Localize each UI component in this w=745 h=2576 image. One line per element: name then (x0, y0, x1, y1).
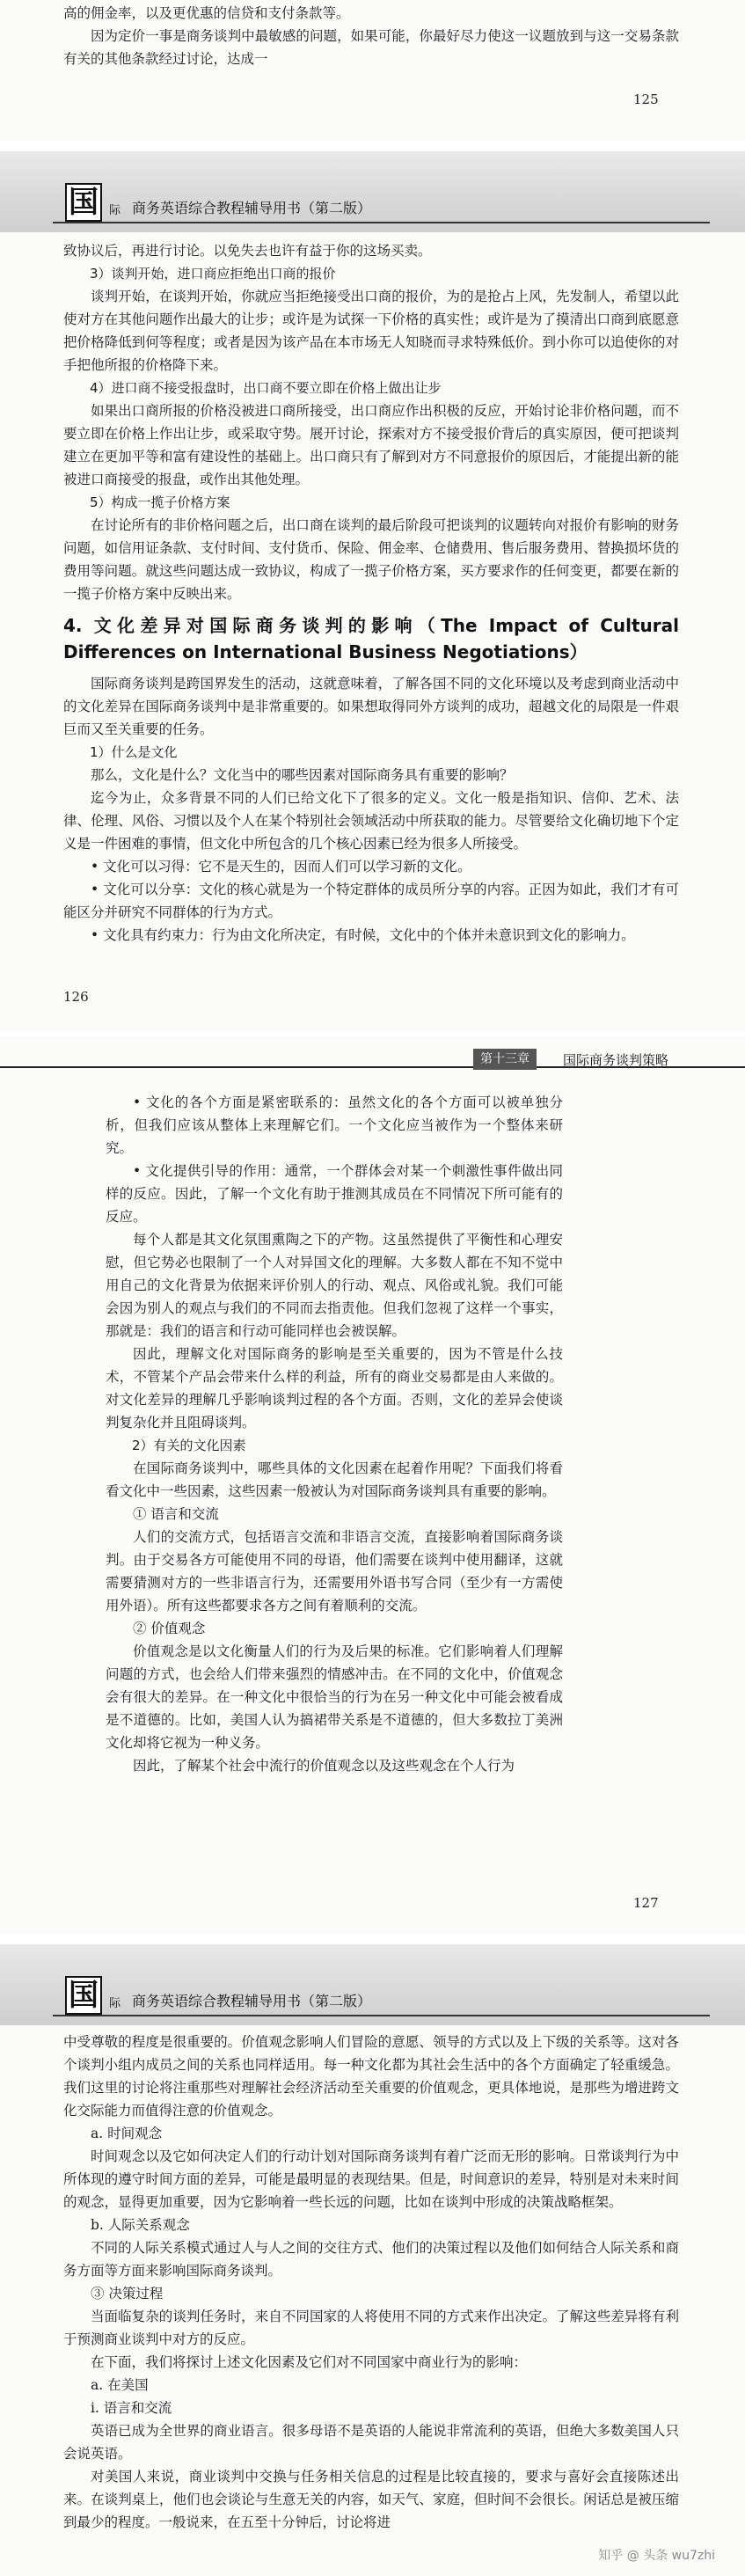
page-125-text (63, 2, 679, 70)
page-number: 125 (633, 91, 659, 107)
page-126-text (63, 239, 679, 947)
header-logo-char: 国 (65, 183, 102, 222)
page-number: 127 (633, 1895, 659, 1911)
header-book-title: 商务英语综合教程辅导用书（第二版） (132, 200, 372, 216)
paragraph: b. 人际关系观念 (91, 2217, 190, 2233)
page-header (0, 1944, 745, 2025)
paragraph: 因此，了解某个社会中流行的价值观念以及这些观念在个人行为 (133, 1758, 515, 1774)
paragraph: 价值观念是以文化衡量人们的行为及后果的标准。它们影响着人们理解问题的方式，也会给人们带来强烈的情感冲击。在不同的文化中，价值观念会有很大的差异。在一种文化中很恰当的行为在另一种文化中可能会被看成是不道德的。比如，美国人认为搞裙带关系是不道德的，但大多数拉丁美洲文化却将它视为一种义务。 (106, 1643, 563, 1751)
chapter-title: 国际商务谈判策略 (563, 1052, 669, 1068)
chapter-badge: 第十三章 (473, 1049, 537, 1070)
paragraph: 在讨论所有的非价格问题之后，出口商在谈判的最后阶段可把谈判的议题转向对报价有影响的财务问题，如信用证条款、支付时间、支付货币、保险、佣金率、仓储费用、售后服务费用、替换损坏货的费用等问题。就这些问题达成一致协议，构成了一揽子价格方案，买方要求作的任何变更，都要在新的一揽子价格方案中反映出来。 (63, 517, 679, 602)
paragraph: 中受尊敬的程度是很重要的。价值观念影响人们冒险的意愿、领导的方式以及上下级的关系等。这对各个谈判小组内成员之间的关系也同样适用。每一种文化都为其社会生活中的各个方面确定了轻重缓急。我们这里的讨论将注重那些对理解社会经济活动至关重要的价值观念，更具体地说，是那些为增进跨文化交际能力而值得注意的价值观念。 (63, 2034, 679, 2119)
subheading: 3）谈判开始，进口商应拒绝出口商的报价 (90, 266, 336, 282)
paragraph: i. 语言和交流 (91, 2400, 172, 2416)
paragraph: 每个人都是其文化氛围熏陶之下的产物。这虽然提供了平衡性和心理安慰，但它势必也限制了一个人对异国文化的理解。大多数人都在不知不觉中用自己的文化背景为依据来评价别人的行动、观点、风俗或礼貌。我们可能会因为别人的观点与我们的不同而去指责他。但我们忽视了这样一个事实，那就是：我们的语言和行动可能同样也会被误解。 (106, 1232, 563, 1339)
page-127-text (106, 1091, 563, 1777)
page-header (0, 151, 745, 232)
subheading: 2）有关的文化因素 (132, 1438, 246, 1453)
paragraph: 当面临复杂的谈判任务时，来自不同国家的人将使用不同的方式来作出决定。了解这些差异将有利于预测商业谈判中对方的反应。 (63, 2309, 679, 2347)
bullet-item: • 文化的各个方面是紧密联系的：虽然文化的各个方面可以被单独分析，但我们应该从整体上来理解它们。一个文化应当被作为一个整体来研究。 (106, 1094, 563, 1156)
header-rule (53, 2015, 710, 2016)
bullet-item: • 文化提供引导的作用：通常，一个群体会对某一个刺激性事件做出同样的反应。因此，了解一个文化有助于推测其成员在不同情况下所可能有的反应。 (106, 1163, 563, 1225)
page-126 (0, 151, 745, 1031)
header-rule (53, 222, 710, 223)
bullet-item: • 文化可以分享：文化的核心就是为一个特定群体的成员所分享的内容。正因为如此，我们才有可能区分并研究不同群体的行为方式。 (63, 882, 679, 920)
paragraph: 时间观念以及它如何决定人们的行动计划对国际商务谈判有着广泛而无形的影响。日常谈判行为中所体现的遵守时间方面的差异，可能是最明显的表现结果。但是，时间意识的差异，特别是对未来时间的观念，显得更加重要，因为它影响着一些长远的问题，比如在谈判中形成的决策战略框架。 (63, 2148, 679, 2210)
text-line: 高的佣金率，以及更优惠的信贷和支付条款等。 (63, 5, 350, 21)
page-125 (0, 0, 745, 141)
bullet-item: • 文化可以习得：它不是天生的，因而人们可以学习新的文化。 (91, 859, 471, 875)
page-128 (0, 1944, 745, 2576)
paragraph: ② 价值观念 (133, 1621, 206, 1636)
text-line: 因为定价一事是商务谈判中最敏感的问题，如果可能，你最好尽力使这一议题放到与这一交易条款有关的其他条款经过讨论，达成一 (63, 28, 679, 67)
paragraph: 人们的交流方式，包括语言交流和非语言交流，直接影响着国际商务谈判。由于交易各方可能使用不同的母语，他们需要在谈判中使用翻译，这就需要猜测对方的一些非语言行为，还需要用外语书写合同（至少有一方需使用外语）。所有这些都要求各方之间有着顺利的交流。 (106, 1529, 563, 1614)
paragraph: ① 语言和交流 (133, 1506, 219, 1522)
paragraph: 那么，文化是什么？文化当中的哪些因素对国际商务具有重要的影响？ (91, 767, 514, 783)
paragraph: 因此，理解文化对国际商务的影响是至关重要的，因为不管是什么技术，不管某个产品会带来什么样的利益，所有的商业交易都是由人来做的。对文化差异的理解几乎影响谈判过程的各个方面。否则，文化的差异会使谈判复杂化并且阻碍谈判。 (106, 1346, 563, 1431)
section-title: 4. 文化差异对国际商务谈判的影响（The Impact of Cultural Differences on International Business Negotiations） (63, 615, 679, 662)
paragraph: 谈判开始，在谈判开始，你就应当拒绝接受出口商的报价，为的是抢占上风，先发制人，希望以此使对方在其他问题作出最大的让步；或许是为试探一下价格的真实性；或许是为了摸清出口商到底愿意把价格降低到何等程度；或者是因为该产品在本市场无人知晓而寻求特殊低价。到小你可以追使你的对手把他所报的价格降下来。 (63, 289, 679, 373)
paragraph: 英语已成为全世界的商业语言。很多母语不是英语的人能说非常流利的英语，但绝大多数美国人只会说英语。 (63, 2423, 679, 2462)
paragraph: 对美国人来说，商业谈判中交换与任务相关信息的过程是比较直接的，要求与喜好会直接陈述出来。在谈判桌上，他们也会谈论与生意无关的内容，如天气、家庭，但时间不会很长。闲话总是被压缩到最少的程度。一般说来，在五至十分钟后，讨论将进 (63, 2469, 679, 2530)
subheading: 5）构成一揽子价格方案 (90, 494, 230, 510)
paragraph: ③ 决策过程 (91, 2286, 164, 2302)
paragraph: 如果出口商所报的价格没被进口商所接受，出口商应作出积极的反应，开始讨论非价格问题，而不要立即在价格上作出让步，或采取守势。展开讨论，探索对方不接受报价背后的真实原因，便可把谈判建立在更加平等和富有建设性的基础上。出口商只有了解到对方不同意报价的原因后，才能提出新的能被进口商接受的报盘，或作出其他处理。 (63, 403, 679, 487)
paragraph: 致协议后，再进行讨论。以免失去也许有益于你的这场买卖。 (63, 243, 432, 259)
page-header (0, 1036, 745, 1091)
subheading: 4）进口商不接受报盘时，出口商不要立即在价格上做出让步 (90, 380, 442, 396)
page-127 (0, 1036, 745, 1934)
paragraph: 在国际商务谈判中，哪些具体的文化因素在起着作用呢？下面我们将看看文化中一些因素，这些因素一般被认为对国际商务谈判具有重要的影响。 (106, 1460, 563, 1499)
paragraph: 迄今为止，众多背景不同的人们已给文化下了很多的定义。文化一般是指知识、信仰、艺术、法律、伦理、风俗、习惯以及个人在某个特别社会领域活动中所获取的能力。尽管要给文化确切地下个定义是一件困难的事情，但文化中所包含的几个核心因素已经为很多人所接受。 (63, 790, 679, 852)
paragraph: 在下面，我们将探讨上述文化因素及它们对不同国家中商业行为的影响： (91, 2354, 528, 2370)
paragraph: 国际商务谈判是跨国界发生的活动，这就意味着，了解各国不同的文化环境以及考虑到商业活动中的文化差异在国际商务谈判中是非常重要的。如果想取得同外方谈判的成功，超越文化的局限是一件艰巨而又至关重要的任务。 (63, 676, 679, 737)
paragraph: a. 在美国 (91, 2377, 149, 2393)
paragraph: a. 时间观念 (91, 2126, 163, 2141)
header-logo-char: 国 (65, 1976, 102, 2015)
bullet-item: • 文化具有约束力：行为由文化所决定，有时候，文化中的个体并未意识到文化的影响力。 (91, 927, 635, 943)
subheading: 1）什么是文化 (90, 744, 178, 760)
page-128-text (63, 2031, 679, 2534)
page-number: 126 (63, 989, 89, 1005)
header-logo-small-char: 际 (109, 1997, 121, 2010)
header-book-title: 商务英语综合教程辅导用书（第二版） (132, 1993, 372, 2009)
header-logo-small-char: 际 (109, 204, 121, 217)
paragraph: 不同的人际关系模式通过人与人之间的交往方式、他们的决策过程以及他们如何结合人际关系和商务方面等方面来影响国际商务谈判。 (63, 2240, 679, 2279)
watermark: 知乎 @ 头条 wu7zhi (598, 2549, 715, 2563)
